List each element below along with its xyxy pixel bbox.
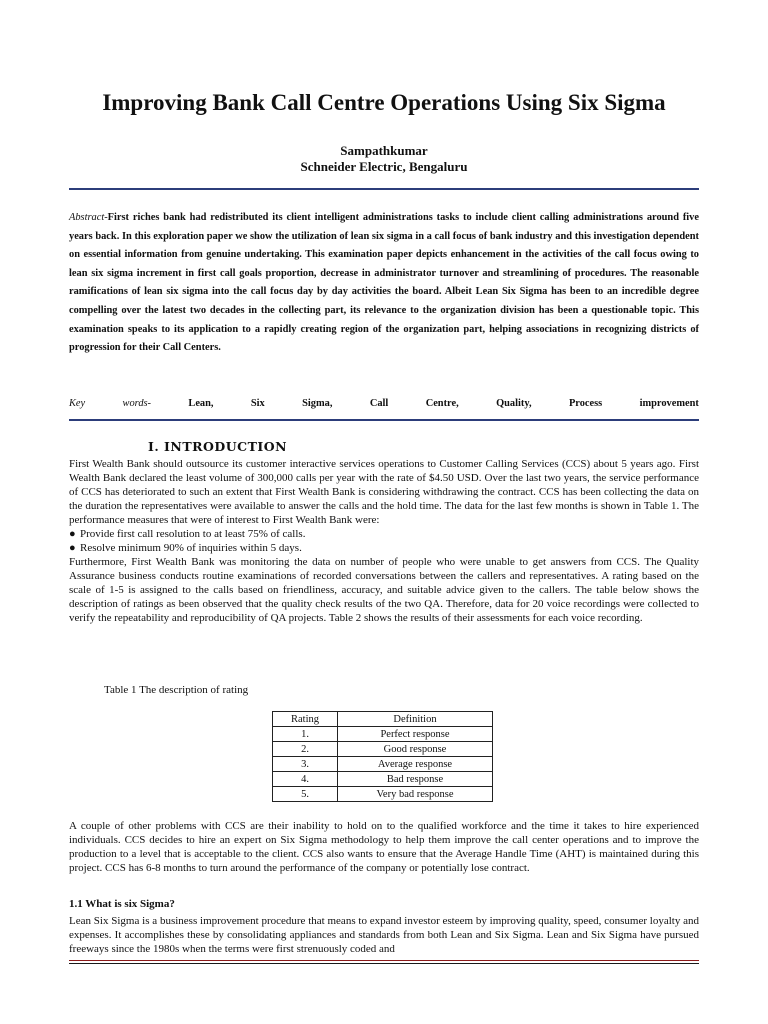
keywords-line [69, 397, 699, 411]
table-row [273, 787, 493, 802]
keyword: Six [250, 398, 265, 409]
paper-title: Improving Bank Call Centre Operations Using Six Sigma [102, 90, 666, 115]
author-name: Sampathkumar [340, 143, 428, 158]
header-divider [69, 188, 699, 190]
table-cell-rating: 3. [273, 757, 338, 772]
keyword: Process [568, 398, 603, 409]
footer-rule-top [69, 960, 699, 961]
keyword: Centre, [425, 398, 459, 409]
abstract-lead: Abstract- [69, 212, 108, 223]
table-cell-definition: Good response [338, 742, 493, 757]
table-header-row [273, 712, 493, 727]
table-cell-rating: 1. [273, 727, 338, 742]
table-cell-rating: 5. [273, 787, 338, 802]
introduction-body [69, 457, 699, 625]
introduction-paragraph-1: First Wealth Bank should outsource its customer interactive services operations to Customer Calling Services (CCS) about 5 years ago. First Wealth Bank declared the least volume of 300,000 calls per year with the rate of $4.50 USD. Over the last two years, the service performance of CCS has deteriorated to such an extent that First Wealth Bank is considering withdrawing the contract. CCS has been collecting the data on the duration the representatives were available to answer the calls and the hold time. The data for the last few months is shown in Table 1. The performance measures that were of interest to First Wealth Bank were: [69, 458, 699, 526]
bullet-item [69, 541, 699, 555]
introduction-paragraph-2: Furthermore, First Wealth Bank was monitoring the data on number of people who were unable to get answers from CCS. The Quality Assurance business conducts routine examinations of recorded conversations between the callers and representatives. A rating based on the scale of 1-5 is assigned to the calls based on friendliness, accuracy, and suitable advice given to the callers. The table below shows the description of ratings as been observed that the quality check results of the two QA. Therefore, data for 20 voice recordings were collected to verify the repeatability and reproducibility of QA projects. Table 2 shows the results of their assessments for each voice recording. [69, 556, 699, 624]
table-row [273, 742, 493, 757]
rating-table [272, 711, 493, 802]
keyword: Quality, [496, 398, 532, 409]
table-row [273, 772, 493, 787]
table-cell-definition: Very bad response [338, 787, 493, 802]
bullet-icon: ● [69, 542, 76, 554]
bullet-text: Provide first call resolution to at least 75% of calls. [80, 528, 306, 540]
table-caption: Table 1 The description of rating [104, 684, 249, 696]
keywords-lead-1: Key [69, 398, 86, 409]
table-row [273, 727, 493, 742]
table-cell-rating: 2. [273, 742, 338, 757]
footer-rule-bottom [69, 963, 699, 964]
bullet-item [69, 527, 699, 541]
keywords-divider [69, 419, 699, 421]
abstract [69, 209, 699, 358]
keyword: Sigma, [302, 398, 333, 409]
table-header-definition: Definition [338, 712, 493, 727]
table-row [273, 757, 493, 772]
keyword: Call [369, 398, 389, 409]
table-header-rating: Rating [273, 712, 338, 727]
subsection-body: Lean Six Sigma is a business improvement procedure that means to expand investor esteem by improving quality, speed, consumer loyalty and expenses. It accomplishes these by consolidating appliances and standards from both Lean and Six Sigma. Lean and Six Sigma have pursued freeways since the 1980s when the terms were first strenuously coded and [69, 915, 699, 955]
author-affiliation: Schneider Electric, Bengaluru [300, 159, 468, 174]
table-cell-rating: 4. [273, 772, 338, 787]
subsection-heading: 1.1 What is six Sigma? [69, 898, 175, 910]
section-heading-introduction: I. INTRODUCTION [148, 439, 288, 454]
introduction-paragraph-3: A couple of other problems with CCS are their inability to hold on to the qualified workforce and the time it takes to hire experienced individuals. CCS decides to hire an expert on Six Sigma methodology to help them improve the call center operations and to improve the production to a level that is acceptable to the client. CCS also wants to ensure that the Average Handle Time (AHT) is maintained during this project. CCS has 6-8 months to turn around the performance of the company or potentially lose contract. [69, 820, 699, 874]
table-cell-definition: Perfect response [338, 727, 493, 742]
keywords-lead-2: words- [122, 398, 152, 409]
abstract-text: First riches bank had redistributed its client intelligent administrations tasks to include client calling administrations around five years back. In this exploration paper we show the utilization of lean six sigma in a call focus of bank industry and this investigation dependent on essential information from genuine undertaking. This examination paper depicts enhancement in the activities of the call focus owing to lean six sigma increment in first call goals proportion, decrease in administrator turnover and streamlining of procedures. The reasonable ramifications of lean six sigma into the call focus day by day activities the board. Albeit Lean Six Sigma has been to an incredible degree compelling over the latest two decades in the collecting part, its relevance to the organization division has been a questionable topic. This examination speaks to its application to a rapidly creating region of the organization part, helping associations in recognizing districts of progression for their Call Centers. [69, 212, 699, 354]
bullet-text: Resolve minimum 90% of inquiries within 5 days. [80, 542, 302, 554]
table-cell-definition: Bad response [338, 772, 493, 787]
keyword: Lean, [188, 398, 214, 409]
keyword: improvement [639, 398, 699, 409]
bullet-icon: ● [69, 528, 76, 540]
table-cell-definition: Average response [338, 757, 493, 772]
